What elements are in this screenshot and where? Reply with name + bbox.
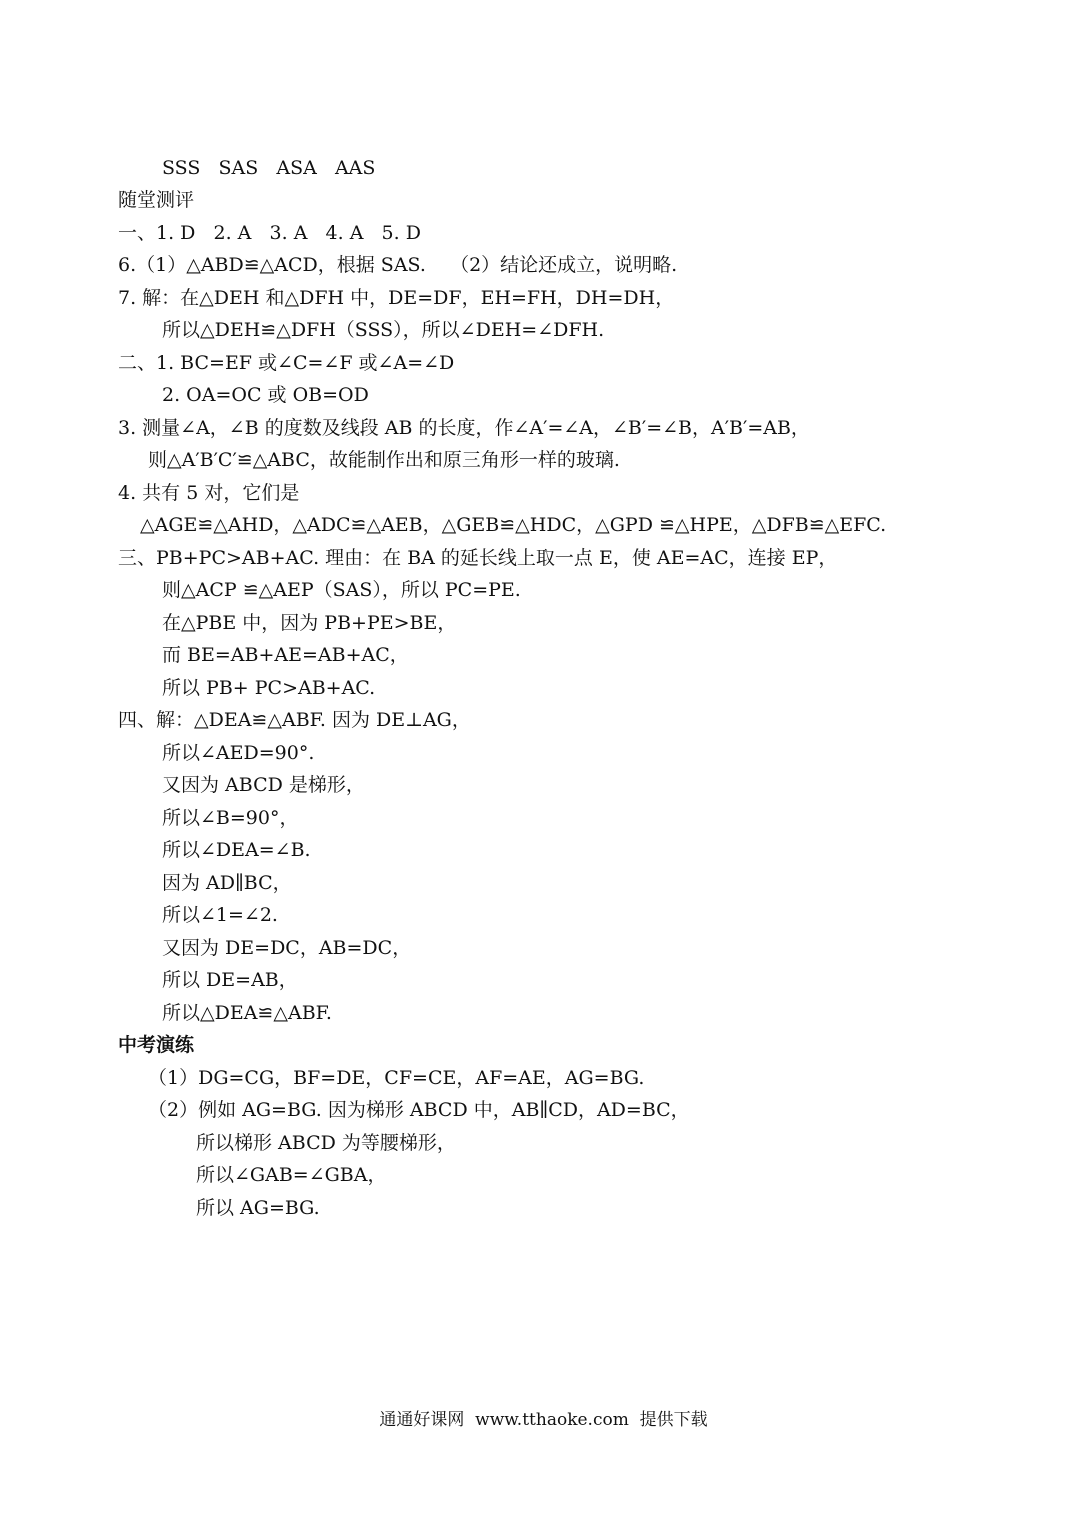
answer-part2-4-line2: △AGE≌△AHD，△ADC≌△AEB，△GEB≌△HDC，△GPD ≌△HPE，△DFB≌△EFC.: [140, 514, 887, 536]
answer-part3-line1: 三、PB+PC>AB+AC. 理由：在 BA 的延长线上取一点 E，使 AE=AC，连接 EP，: [118, 547, 838, 569]
answer-part3-line3: 在△PBE 中，因为 PB+PE>BE，: [162, 612, 457, 634]
answer-part2-3-line1: 3. 测量∠A，∠B 的度数及线段 AB 的长度，作∠A′=∠A，∠B′=∠B，A′B′=AB，: [118, 417, 810, 439]
answer-part2-3-line2: 则△A′B′C′≌△ABC，故能制作出和原三角形一样的玻璃.: [148, 449, 620, 471]
answer-part4-line2: 所以∠AED=90°.: [162, 742, 315, 764]
answer-part3-line4: 而 BE=AB+AE=AB+AC，: [162, 644, 409, 666]
answer-part4-line7: 所以∠1=∠2.: [162, 904, 278, 926]
answer-part3-line5: 所以 PB+ PC>AB+AC.: [162, 677, 376, 699]
page-footer: 通通好课网 www.tthaoke.com 提供下载: [379, 1410, 708, 1430]
answer-part4-line3: 又因为 ABCD 是梯形，: [162, 774, 365, 796]
answer-part2-1: 二、1. BC=EF 或∠C=∠F 或∠A=∠D: [118, 352, 455, 374]
exam-answer-2-line4: 所以 AG=BG.: [196, 1197, 320, 1219]
answer-part4-line5: 所以∠DEA=∠B.: [162, 839, 311, 861]
answer-part4-line9: 所以 DE=AB，: [162, 969, 298, 991]
exam-answer-2-line3: 所以∠GAB=∠GBA，: [196, 1164, 387, 1186]
answer-part2-2: 2. OA=OC 或 OB=OD: [162, 384, 369, 406]
answer-part1-choices: 一、1. D 2. A 3. A 4. A 5. D: [118, 222, 421, 244]
answer-7-line2: 所以△DEH≌△DFH（SSS），所以∠DEH=∠DFH.: [162, 319, 605, 341]
exam-answer-2-line1: （2）例如 AG=BG. 因为梯形 ABCD 中，AB∥CD，AD=BC，: [148, 1099, 690, 1121]
section-heading-exam-practice: 中考演练: [118, 1034, 195, 1056]
exam-answer-2-line2: 所以梯形 ABCD 为等腰梯形，: [196, 1132, 456, 1154]
answer-part2-4-line1: 4. 共有 5 对，它们是: [118, 482, 300, 504]
section-heading-classroom-test: 随堂测评: [118, 189, 195, 211]
answer-part3-line2: 则△ACP ≌△AEP（SAS），所以 PC=PE.: [162, 579, 521, 601]
answer-part4-line10: 所以△DEA≌△ABF.: [162, 1002, 332, 1024]
answer-part4-line6: 因为 AD∥BC，: [162, 872, 292, 894]
answer-part4-line8: 又因为 DE=DC，AB=DC，: [162, 937, 412, 959]
answer-part4-line1: 四、解：△DEA≌△ABF. 因为 DE⊥AG，: [118, 709, 471, 731]
congruence-methods: SSS SAS ASA AAS: [162, 157, 376, 179]
answer-7-line1: 7. 解：在△DEH 和△DFH 中，DE=DF，EH=FH，DH=DH，: [118, 287, 675, 309]
exam-answer-1: （1）DG=CG，BF=DE，CF=CE，AF=AE，AG=BG.: [148, 1067, 645, 1089]
answer-part4-line4: 所以∠B=90°，: [162, 807, 299, 829]
answer-6: 6.（1）△ABD≌△ACD，根据 SAS. （2）结论还成立，说明略.: [118, 254, 678, 276]
